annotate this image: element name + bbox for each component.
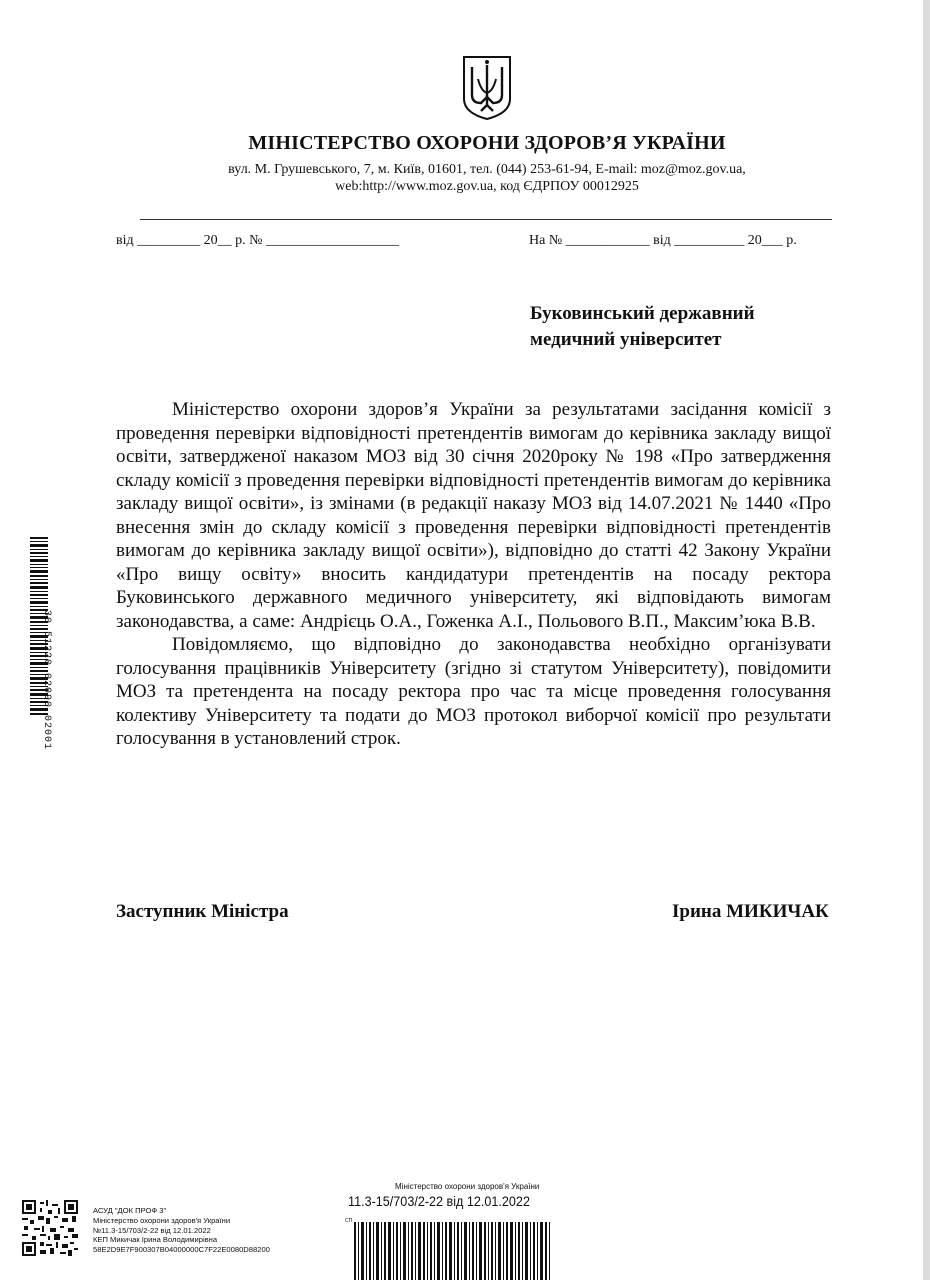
ministry-web: web:http://www.moz.gov.ua, код ЄДРПОУ 00012925	[335, 179, 639, 194]
footer-line: АСУД "ДОК ПРОФ 3"	[93, 1206, 167, 1215]
addressee-line: медичний університет	[530, 329, 722, 350]
addressee-line: Буковинський державний	[530, 303, 755, 324]
signer-name: Ірина МИКИЧАК	[672, 901, 829, 922]
body-paragraph: Повідомляємо, що відповідно до законодавства необхідно організувати голосування працівників Університету (згідно зі статутом Університету), повідомити МОЗ та претендента на посаду ректора про час та місце проведення голосування колективу Університету та подати до МОЗ протокол виборчої комісії про результати голосування в установлений строк.	[116, 634, 831, 749]
ministry-title: МІНІСТЕРСТВО ОХОРОНИ ЗДОРОВ’Я УКРАЇНИ	[248, 132, 726, 154]
trident-coat-of-arms-icon	[461, 55, 513, 121]
ministry-address: вул. М. Грушевського, 7, м. Київ, 01601, тел. (044) 253-61-94, E-mail: moz@moz.gov.ua,	[228, 162, 746, 177]
stamp-registration-number: 11.3-15/703/2-22 від 12.01.2022	[348, 1193, 530, 1209]
letter-body	[116, 398, 831, 751]
stamp-ministry: Міністерство охорони здоров'я України	[395, 1182, 540, 1191]
bottom-barcode	[344, 1214, 559, 1280]
side-barcode-number: 30 51220 02090 02001	[41, 610, 52, 751]
footer-line: Міністерство охорони здоров'я України	[93, 1215, 231, 1225]
body-paragraph: Міністерство охорони здоров’я України за результатами засідання комісії з проведення перевірки відповідності претендентів вимогам до керівника закладу вищої освіти, затвердженої наказом МОЗ від 30 січня 2020року № 198 «Про затвердження складу комісії з проведення перевірки відповідності претендентів вимогам до керівника закладу вищої освіти», із змінами (в редакції наказу МОЗ від 14.07.2021 № 1440 «Про внесення змін до складу комісії з проведення перевірки відповідності претендентів вимогам до керівника закладу вищої освіти»), відповідно до статті 42 Закону України «Про вищу освіту» вносить кандидатури претендентів на посаду ректора Буковинського державного медичного університету, які відповідають вимогам законодавства, а саме: Андрієць О.А., Гоженка А.І., Польового В.П., Максим’юка В.В.	[116, 399, 831, 632]
electronic-signature-info	[93, 1206, 270, 1255]
incoming-registration: На № ____________ від __________ 20___ р.	[529, 233, 797, 248]
signer-position: Заступник Міністра	[116, 901, 289, 922]
barcode-label: СП	[345, 1218, 353, 1224]
outgoing-registration: від _________ 20__ р. № ___________________	[116, 233, 399, 248]
footer-line: КЕП Микичак Ірина Володимирівна	[93, 1235, 218, 1245]
footer-line: №11.3-15/703/2-22 від 12.01.2022	[93, 1225, 211, 1235]
qr-code	[22, 1200, 78, 1256]
header-divider	[140, 219, 832, 220]
addressee-block	[530, 301, 755, 353]
footer-line: 58E2D9E7F900307B04000000C7F22E0080D88200	[93, 1245, 270, 1255]
